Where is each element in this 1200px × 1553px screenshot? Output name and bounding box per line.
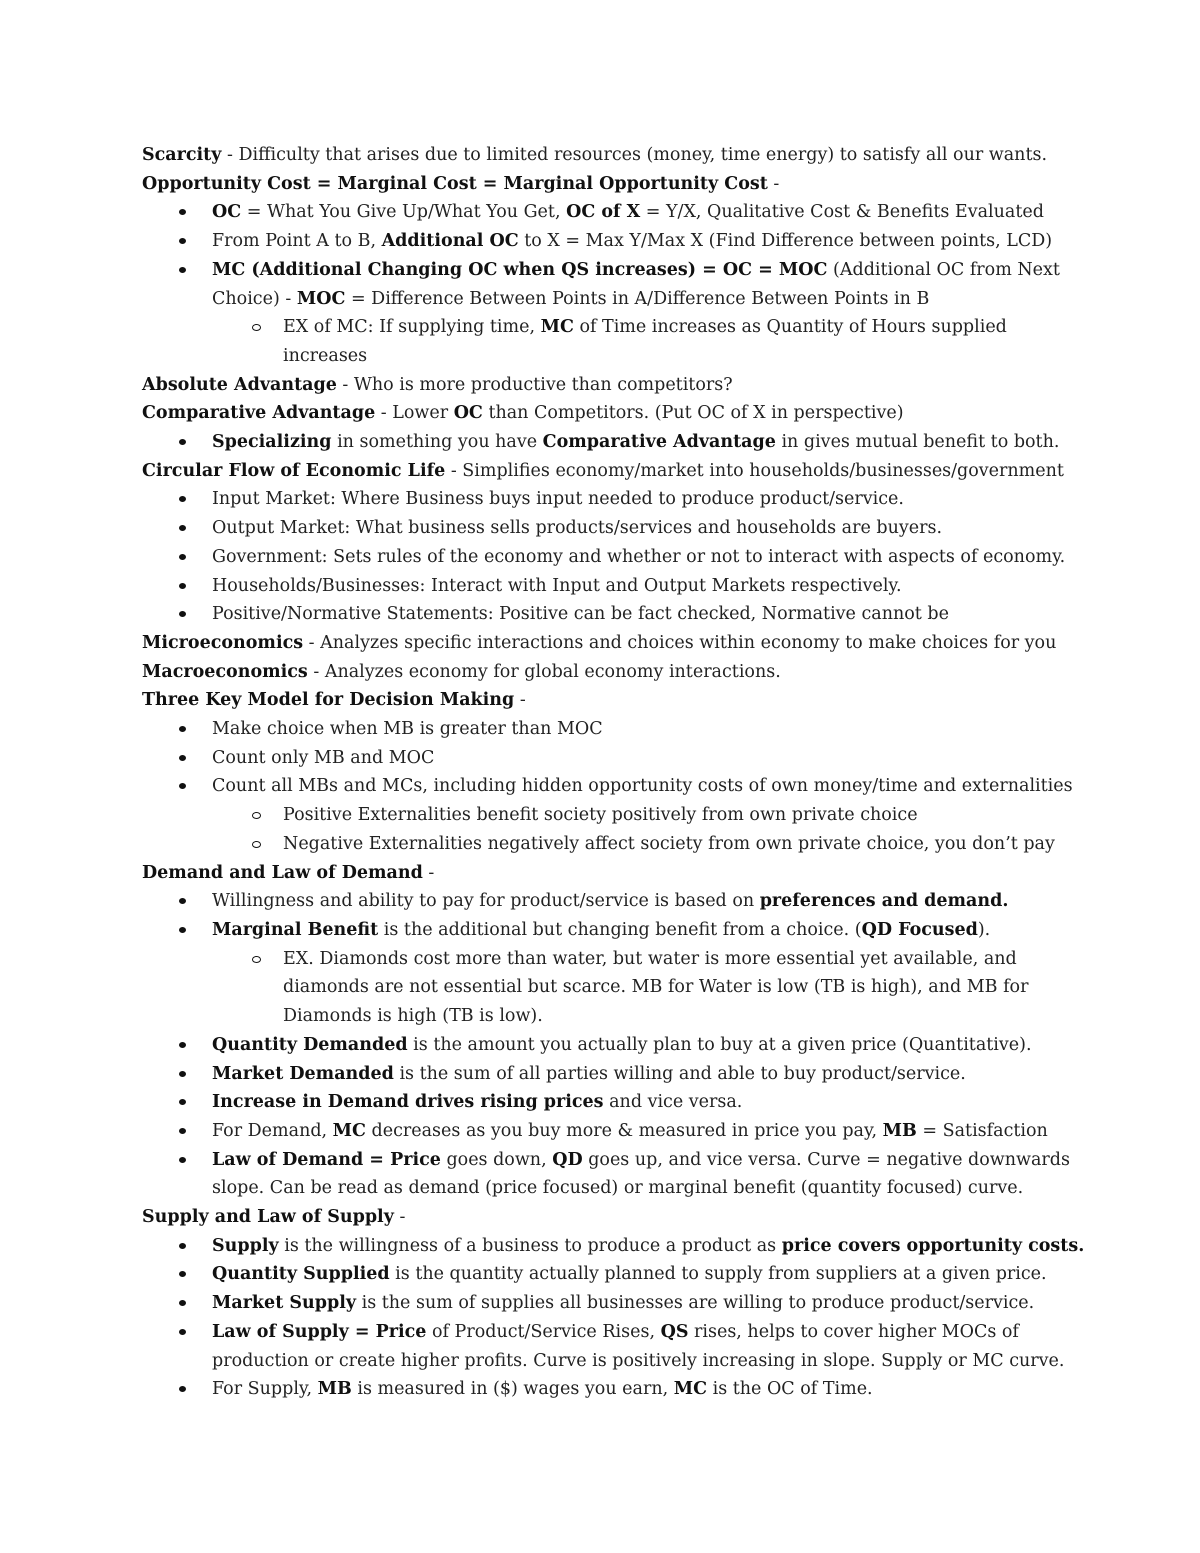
- filled-bullet-icon: [179, 554, 186, 560]
- bullet-item: [212, 256, 1082, 313]
- text-run: EX of MC: If supplying time,: [283, 317, 541, 338]
- filled-bullet-icon: [179, 1243, 186, 1249]
- heading-line: [142, 686, 1082, 715]
- bullet-item: [212, 1088, 1082, 1117]
- sub-bullet-item: [283, 801, 1082, 830]
- text-run: is the quantity actually planned to supply from suppliers at a given price.: [389, 1264, 1047, 1285]
- bold-term: Marginal Benefit: [212, 919, 379, 940]
- text-run: Government: Sets rules of the economy and whether or not to interact with aspects of economy.: [212, 546, 1066, 567]
- filled-bullet-icon: [179, 1042, 186, 1048]
- bullet-item: [212, 543, 1082, 572]
- sub-bullet-item: [283, 313, 1082, 370]
- bullet-item: [212, 600, 1082, 629]
- filled-bullet-icon: [179, 209, 186, 215]
- bold-term: Comparative Advantage: [142, 403, 376, 424]
- text-run: is the willingness of a business to produce a product as: [278, 1235, 782, 1256]
- heading-line: [142, 141, 1082, 170]
- filled-bullet-icon: [179, 927, 186, 933]
- bold-term: Quantity Supplied: [212, 1264, 390, 1285]
- text-run: is the additional but changing benefit from a choice. (: [378, 919, 862, 940]
- filled-bullet-icon: [179, 1099, 186, 1105]
- text-run: - Analyzes economy for global economy interactions.: [307, 661, 781, 682]
- text-run: in something you have: [331, 432, 543, 453]
- filled-bullet-icon: [179, 898, 186, 904]
- filled-bullet-icon: [179, 1157, 186, 1163]
- bold-term: MB: [317, 1379, 352, 1400]
- filled-bullet-icon: [179, 439, 186, 445]
- bullet-item: [212, 916, 1082, 945]
- bold-term: Increase in Demand drives rising prices: [212, 1092, 604, 1113]
- bold-term: MC: [332, 1120, 366, 1141]
- filled-bullet-icon: [179, 496, 186, 502]
- bold-term: Supply and Law of Supply: [142, 1207, 394, 1228]
- text-run: to X = Max Y/Max X (Find Difference between points, LCD): [518, 231, 1053, 252]
- text-run: rises, helps to cover higher MOCs of production or create higher profits. Curve is positively increasing in slope. Supply or MC curve.: [212, 1321, 1065, 1371]
- text-run: goes up, and vice versa. Curve = negative downwards slope. Can be read as demand (price focused) or marginal benefit (quantity focused) curve.: [212, 1149, 1070, 1199]
- bold-term: QD: [552, 1149, 583, 1170]
- text-run: EX. Diamonds cost more than water, but water is more essential yet available, and diamonds are not essential but scarce. MB for Water is low (TB is high), and MB for Diamonds is high (TB is low).: [283, 948, 1029, 1027]
- bullet-item: [212, 428, 1082, 457]
- text-run: - Who is more productive than competitors?: [336, 374, 733, 395]
- bullet-item: [212, 744, 1082, 773]
- text-run: - Simplifies economy/market into households/businesses/government: [445, 460, 1064, 481]
- bullet-item: [212, 887, 1082, 916]
- text-run: -: [422, 862, 435, 883]
- bullet-item: [212, 1318, 1082, 1375]
- heading-line: [142, 629, 1082, 658]
- text-run: Households/Businesses: Interact with Input and Output Markets respectively.: [212, 575, 902, 596]
- sub-bullet-item: [283, 830, 1082, 859]
- heading-line: [142, 457, 1082, 486]
- bold-term: Law of Demand = Price: [212, 1149, 441, 1170]
- bold-term: MOC: [296, 288, 346, 309]
- text-run: = What You Give Up/What You Get,: [241, 202, 567, 223]
- bullet-item: [212, 715, 1082, 744]
- bullet-item: [212, 1260, 1082, 1289]
- bullet-item: [212, 485, 1082, 514]
- text-run: -: [393, 1207, 406, 1228]
- bold-term: QD Focused: [861, 919, 978, 940]
- filled-bullet-icon: [179, 755, 186, 761]
- text-run: of Time increases as Quantity of Hours supplied increases: [283, 317, 1007, 366]
- bullet-item: [212, 1060, 1082, 1089]
- filled-bullet-icon: [179, 1386, 186, 1392]
- heading-line: [142, 371, 1082, 400]
- text-run: is measured in ($) wages you earn,: [351, 1379, 674, 1400]
- bold-term: MC: [673, 1379, 708, 1400]
- bold-term: Macroeconomics: [142, 661, 308, 682]
- bullet-item: [212, 1375, 1082, 1404]
- filled-bullet-icon: [179, 1071, 186, 1077]
- text-run: Negative Externalities negatively affect society from own private choice, you don’t pay: [283, 833, 1055, 854]
- text-run: goes down,: [440, 1149, 553, 1170]
- bold-term: Quantity Demanded: [212, 1034, 408, 1055]
- bold-term: QS: [660, 1321, 689, 1342]
- bold-term: Supply: [212, 1235, 279, 1256]
- bold-term: Three Key Model for Decision Making: [142, 690, 515, 711]
- bold-term: MC (Additional Changing OC when QS increases) = OC = MOC: [212, 259, 828, 280]
- text-run: Output Market: What business sells products/services and households are buyers.: [212, 518, 943, 539]
- text-run: For Supply,: [212, 1379, 318, 1400]
- bullet-item: [212, 1031, 1082, 1060]
- text-run: (Additional OC from Next Choice) -: [212, 259, 1060, 309]
- text-run: Make choice when MB is greater than MOC: [212, 719, 603, 740]
- heading-line: [142, 170, 1082, 199]
- text-run: of Product/Service Rises,: [426, 1321, 661, 1342]
- bullet-item: [212, 198, 1082, 227]
- document-page: [142, 141, 1085, 1404]
- text-run: Count all MBs and MCs, including hidden opportunity costs of own money/time and externalities: [212, 776, 1073, 797]
- text-run: Input Market: Where Business buys input needed to produce product/service.: [212, 489, 904, 510]
- bullet-item: [212, 1289, 1082, 1318]
- text-run: and vice versa.: [603, 1092, 743, 1113]
- bullet-item: [212, 1117, 1082, 1146]
- text-run: -: [514, 690, 526, 711]
- filled-bullet-icon: [179, 726, 186, 732]
- text-run: - Difficulty that arises due to limited resources (money, time energy) to satisfy all our wants.: [221, 145, 1048, 165]
- text-run: Positive Externalities benefit society positively from own private choice: [283, 805, 918, 826]
- text-run: For Demand,: [212, 1120, 333, 1141]
- bullet-item: [212, 572, 1082, 601]
- text-run: Positive/Normative Statements: Positive can be fact checked, Normative cannot be: [212, 604, 949, 625]
- bold-term: OC of X: [566, 202, 641, 223]
- filled-bullet-icon: [179, 1300, 186, 1306]
- text-run: ).: [977, 919, 991, 940]
- heading-line: [142, 658, 1082, 687]
- bold-term: Comparative Advantage: [542, 432, 776, 453]
- hollow-bullet-icon: [252, 324, 261, 331]
- text-run: = Difference Between Points in A/Difference Between Points in B: [345, 288, 930, 309]
- text-run: is the sum of supplies all businesses are willing to produce product/service.: [356, 1293, 1035, 1314]
- bold-term: Additional OC: [381, 231, 519, 252]
- text-run: is the sum of all parties willing and able to buy product/service.: [393, 1063, 966, 1084]
- bold-term: Demand and Law of Demand: [142, 862, 423, 883]
- heading-line: [142, 399, 1082, 428]
- filled-bullet-icon: [179, 783, 186, 789]
- bullet-item: [212, 772, 1082, 801]
- bold-term: Specializing: [212, 432, 332, 453]
- hollow-bullet-icon: [252, 956, 261, 963]
- text-run: is the amount you actually plan to buy at a given price (Quantitative).: [407, 1034, 1032, 1055]
- bold-term: MC: [540, 317, 574, 338]
- text-run: is the OC of Time.: [707, 1379, 873, 1400]
- filled-bullet-icon: [179, 238, 186, 244]
- bold-term: preferences and demand.: [759, 891, 1009, 912]
- bullet-item: [212, 1232, 1085, 1261]
- bullet-item: [212, 1146, 1082, 1203]
- text-run: Count only MB and MOC: [212, 747, 435, 768]
- filled-bullet-icon: [179, 267, 186, 273]
- text-run: -: [767, 173, 780, 194]
- bold-term: Opportunity Cost = Marginal Cost = Marginal Opportunity Cost: [142, 173, 768, 194]
- sub-bullet-item: [283, 945, 1082, 1031]
- bold-term: Law of Supply = Price: [212, 1321, 427, 1342]
- bold-term: OC: [212, 202, 242, 223]
- filled-bullet-icon: [179, 1271, 186, 1277]
- text-run: From Point A to B,: [212, 231, 382, 252]
- bold-term: MB: [882, 1120, 917, 1141]
- filled-bullet-icon: [179, 1128, 186, 1134]
- bullet-item: [212, 514, 1082, 543]
- bold-term: Absolute Advantage: [142, 374, 337, 395]
- text-run: than Competitors. (Put OC of X in perspective): [482, 403, 904, 424]
- bold-term: Scarcity: [142, 145, 222, 165]
- hollow-bullet-icon: [252, 812, 261, 819]
- bold-term: Market Demanded: [212, 1063, 394, 1084]
- bold-term: Market Supply: [212, 1293, 357, 1314]
- text-run: = Satisfaction: [916, 1120, 1048, 1141]
- text-run: - Lower: [375, 403, 454, 424]
- text-run: = Y/X, Qualitative Cost & Benefits Evaluated: [640, 202, 1044, 223]
- filled-bullet-icon: [179, 1329, 186, 1335]
- bold-term: price covers opportunity costs.: [781, 1235, 1085, 1256]
- heading-line: [142, 1203, 1082, 1232]
- bold-term: Circular Flow of Economic Life: [142, 460, 446, 481]
- hollow-bullet-icon: [252, 841, 261, 848]
- heading-line: [142, 859, 1082, 888]
- filled-bullet-icon: [179, 583, 186, 589]
- bold-term: OC: [453, 403, 483, 424]
- bullet-item: [212, 227, 1082, 256]
- filled-bullet-icon: [179, 611, 186, 617]
- text-run: decreases as you buy more & measured in price you pay,: [365, 1120, 883, 1141]
- text-run: in gives mutual benefit to both.: [775, 432, 1060, 453]
- filled-bullet-icon: [179, 525, 186, 531]
- bold-term: Microeconomics: [142, 632, 304, 653]
- text-run: Willingness and ability to pay for product/service is based on: [212, 891, 760, 912]
- text-run: - Analyzes specific interactions and choices within economy to make choices for you: [303, 632, 1057, 653]
